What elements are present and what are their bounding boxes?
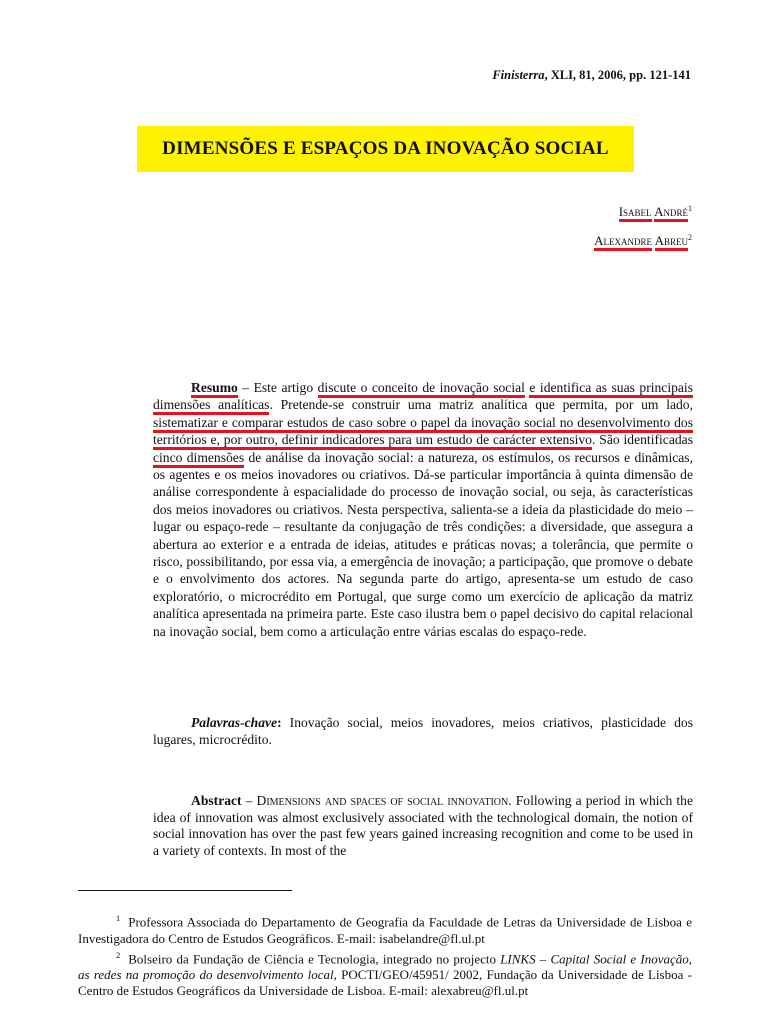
resumo-text: . São identificadas <box>591 432 693 448</box>
footnote-1-mark: 1 <box>116 913 121 923</box>
footnote-2-pre: Bolseiro da Fundação de Ciência e Tecnologia, integrado no projecto <box>128 951 501 967</box>
keywords-paragraph <box>153 714 693 749</box>
resumo-text: de análise da inovação social: a natureza, os estímulos, os recursos e dinâmicas, os agentes e os meios inovadores ou criativos. Dá-se particular importância à quinta dimensão de análise correspondente à espacialidade do processo de inovação social, ou seja, às características dos meios inovadores ou criativos. Nesta perspectiva, salienta-se a ideia da plasticidade do meio – lugar ou espaço-rede – resultante da conjugação de três condições: a diversidade, que assegura a abertura ao exterior e a entrada de ideias, atitudes e práticas novas; a tolerância, que permite o risco, possibilitando, por essa via, a emergência de inovação; a participação, que promove o debate e o envolvimento dos actores. Na segunda parte do artigo, apresenta-se um estudo de caso exploratório, o microcrédito em Portugal, que surge como um exercício de aplicação da matriz analítica apresentada na primeira parte. Este caso ilustra bem o papel decisivo do capital relacional na inovação social, bem como a articulação entre várias escalas do espaço-rede. <box>153 449 693 639</box>
abstract-dash: – <box>241 793 257 808</box>
title-highlight <box>137 126 634 172</box>
author-1-first: Isabel <box>619 204 652 222</box>
footnote-2-project: LINKS – Capital Social e Inovação, as redes na promoção do desenvolvimento local, <box>78 951 693 983</box>
resumo-highlight: discute o conceito de inovação social <box>318 380 525 398</box>
author-2-first: Alexandre <box>594 233 652 251</box>
footnote-divider <box>78 890 292 891</box>
resumo-paragraph <box>153 379 693 640</box>
keywords-text: Inovação social, meios inovadores, meios criativos, plasticidade dos lugares, microcrédito. <box>153 715 693 748</box>
footnote-1 <box>78 910 692 947</box>
author-1-last: André <box>654 204 688 222</box>
abstract-title: Dimensions and spaces of social innovation <box>256 793 509 808</box>
keywords-colon: : <box>277 715 282 730</box>
abstract-text: . Following a period in which the idea of innovation was almost exclusively associated with the technological domain, the notion of social innovation has over the past few years gained increasing recognition and come to be used in a variety of contexts. In most of the <box>153 793 694 858</box>
keywords-label: Palavras-chave <box>191 715 278 730</box>
abstract-label: Abstract <box>191 793 242 808</box>
paper-title: DIMENSÕES E ESPAÇOS DA INOVAÇÃO SOCIAL <box>162 138 609 159</box>
journal-name: Finisterra <box>492 68 545 82</box>
english-abstract-paragraph <box>153 793 693 859</box>
resumo-text: . Pretende-se construir uma matriz analítica que permita, por um lado, <box>269 397 693 413</box>
resumo-highlight: cinco dimensões <box>153 450 244 468</box>
footnote-2-post: POCTI/GEO/45951/ 2002, Fundação da Universidade de Lisboa - Centro de Estudos Geográficos da Universidade de Lisboa. E-mail: alexabreu@fl.ul.pt <box>78 967 692 999</box>
resumo-label: Resumo <box>191 380 238 398</box>
resumo-section <box>153 379 693 640</box>
author-2-note: 2 <box>688 233 692 242</box>
journal-details: , XLI, 81, 2006, pp. 121-141 <box>544 68 691 82</box>
resumo-highlight: e identifica as suas principais dimensões analíticas <box>153 380 693 415</box>
keywords-section <box>153 714 693 749</box>
footnote-2-mark: 2 <box>116 949 121 960</box>
author-2 <box>594 233 692 249</box>
author-1-note: 1 <box>688 204 692 213</box>
author-2-last: Abreu <box>655 233 688 251</box>
english-abstract-section <box>153 793 693 859</box>
resumo-text: – Este artigo <box>237 380 318 395</box>
author-1 <box>619 204 692 220</box>
footnotes <box>78 910 692 1000</box>
journal-reference <box>492 68 691 83</box>
footnote-1-text: Professora Associada do Departamento de Geografia da Faculdade de Letras da Universidade de Lisboa e Investigadora do Centro de Estudos Geográficos. E-mail: isabelandre@fl.ul.pt <box>78 914 692 946</box>
footnote-2 <box>78 947 692 1000</box>
resumo-highlight: sistematizar e comparar estudos de caso sobre o papel da inovação social no desenvolvimento dos territórios e, por outro, definir indicadores para um estudo de carácter extensivo <box>153 415 693 450</box>
